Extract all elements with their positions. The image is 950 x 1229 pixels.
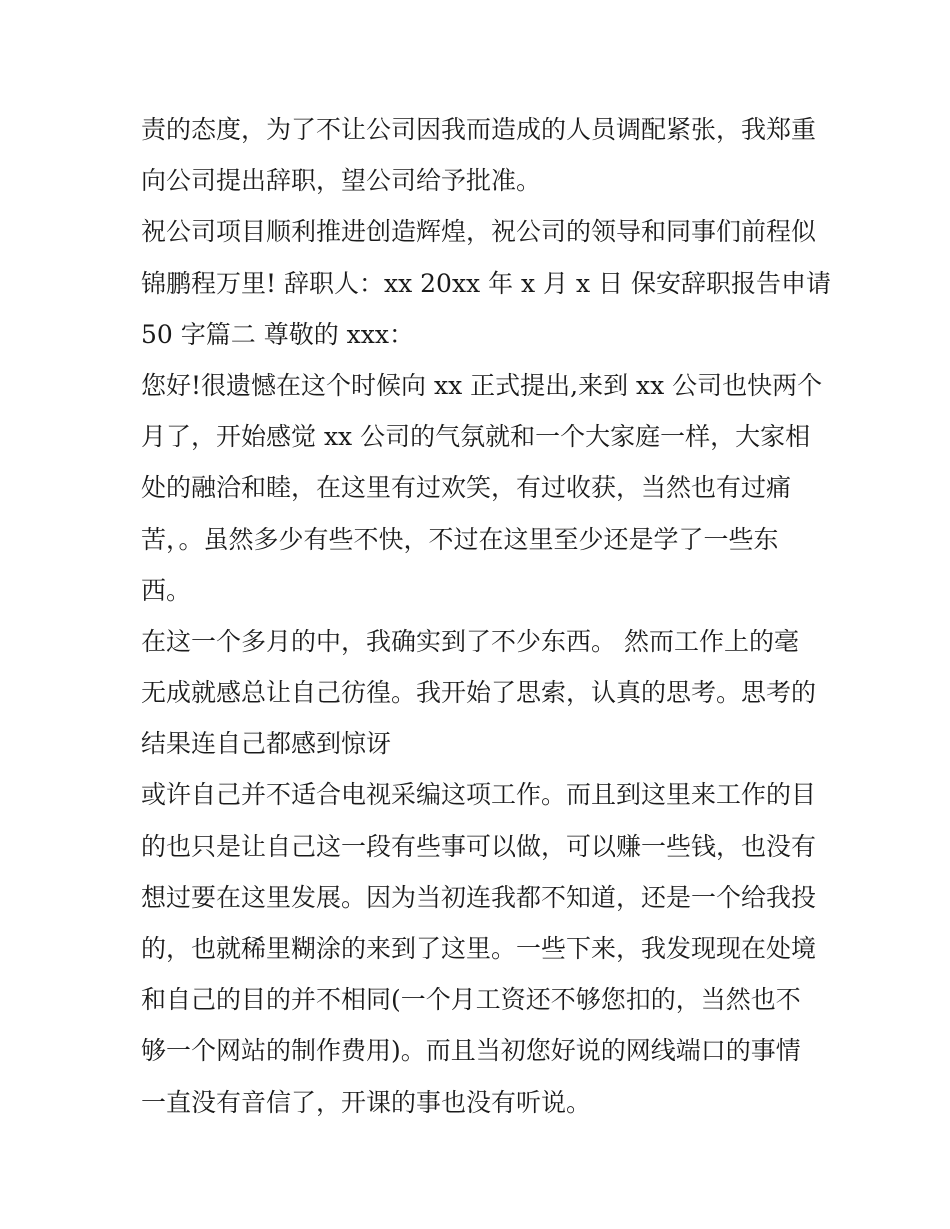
text-line: 西。 [141, 575, 192, 605]
document-body [141, 104, 832, 1128]
text-line: 苦，。虽然多少有些不快，不过在这里至少还是学了一些东 [141, 524, 779, 554]
text-line: 的，也就稀里糊涂的来到了这里。一些下来，我发现现在处境 [141, 934, 817, 963]
text-line: 够一个网站的制作费用)。而且当初您好说的网线端口的事情 [141, 1036, 801, 1066]
text-line: 您好!很遗憾在这个时候向 xx 正式提出,来到 xx 公司也快两个 [141, 370, 823, 400]
text-line: 一直没有音信了，开课的事也没有听说。 [141, 1087, 592, 1117]
text-line: 或许自己并不适合电视采编这项工作。而且到这里来工作的目 [141, 780, 817, 810]
text-line: 责的态度，为了不让公司因我而造成的人员调配紧张，我郑重 [141, 115, 817, 144]
text-line: 结果连自己都感到惊讶 [141, 729, 392, 759]
text-line: 祝公司项目顺利推进创造辉煌，祝公司的领导和同事们前程似 [141, 217, 817, 247]
text-line: 向公司提出辞职，望公司给予批准。 [141, 166, 542, 196]
text-line: 和自己的目的并不相同(一个月工资还不够您扣的，当然也不 [141, 985, 801, 1015]
text-line: 月了，开始感觉 xx 公司的气氛就和一个大家庭一样，大家相 [141, 422, 811, 452]
text-line: 的也只是让自己这一段有些事可以做，可以赚一些钱，也没有 [141, 831, 817, 861]
text-line: 锦鹏程万里! 辞职人：xx 20xx 年 x 月 x 日 保安辞职报告申请 [141, 268, 832, 298]
text-line: 无成就感总让自己彷徨。我开始了思索，认真的思考。思考的 [141, 678, 817, 708]
text-line: 处的融洽和睦，在这里有过欢笑，有过收获，当然也有过痛 [141, 473, 792, 503]
text-line: 50 字篇二 尊敬的 xxx： [141, 319, 414, 349]
text-line: 在这一个多月的中，我确实到了不少东西。 然而工作上的毫 [141, 626, 799, 656]
text-line: 想过要在这里发展。因为当初连我都不知道，还是一个给我投 [141, 882, 817, 912]
